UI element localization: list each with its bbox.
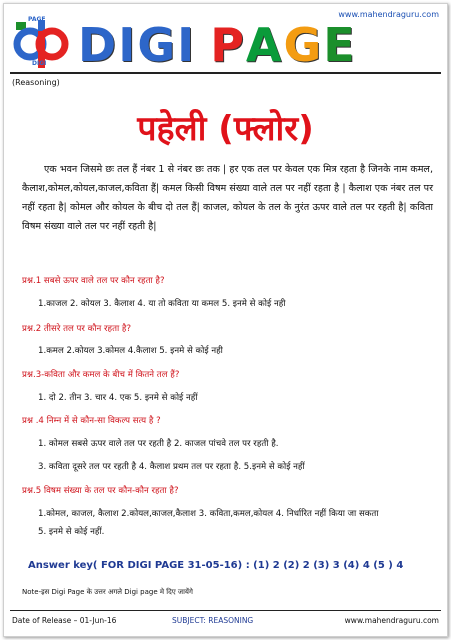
question-1-options: 1.काजल 2. कोयल 3. कैलाश 4. या तो कविता या कमल 5. इनमे से कोई नही bbox=[38, 299, 286, 309]
logo-label-top: PAGE bbox=[28, 16, 46, 23]
question-4-option-line-1: 1. कोमल सबसे ऊपर वाले तल पर रहती है 2. काजल पांचवे तल पर रहती है. bbox=[38, 439, 279, 449]
question-4-option-line-2: 3. कविता दूसरे तल पर रहती है 4. कैलाश प्रथम तल पर रहता है. 5.इनमे से कोई नहीं bbox=[38, 462, 305, 472]
digi-page-banner bbox=[78, 18, 355, 72]
question-5-option-line-1: 1.कोमल, काजल, कैलाश 2.कोयल,काजल,कैलाश 3. कविता,कमल,कोयल 4. निर्धारित नहीं किया जा सकता bbox=[38, 509, 379, 519]
banner-letter: E bbox=[323, 18, 355, 72]
banner-letter: D bbox=[78, 18, 117, 72]
logo-label-bottom: DIGI bbox=[32, 60, 47, 67]
question-5: प्रश्न.5 विषम संख्या के तल पर कौन-कौन रहता है? bbox=[22, 486, 179, 496]
footer-divider bbox=[10, 610, 441, 611]
header-divider bbox=[10, 72, 441, 74]
banner-letter: G bbox=[283, 18, 322, 72]
subject-label: SUBJECT: REASONING bbox=[172, 616, 254, 625]
question-5-option-line-2: 5. इनमे से कोई नहीं. bbox=[38, 527, 105, 537]
answer-note: Note-इस Digi Page के उत्तर अगले Digi page मे दिए जायेंगे bbox=[22, 588, 193, 596]
page-title: पहेली (फ्लोर) bbox=[137, 109, 314, 149]
answer-key: Answer key( FOR DIGI PAGE 31-05-16) : (1) 2 (2) 2 (3) 3 (4) 4 (5 ) 4 bbox=[28, 560, 404, 571]
question-1: प्रश्न.1 सबसे ऊपर वाले तल पर कौन रहता है? bbox=[22, 276, 165, 286]
question-3-options: 1. दो 2. तीन 3. चार 4. एक 5. इनमे से कोई नहीं bbox=[38, 393, 198, 403]
question-2: प्रश्न.2 तीसरे तल पर कौन रहता है? bbox=[22, 324, 132, 334]
footer-website[interactable]: www.mahendraguru.com bbox=[344, 616, 439, 625]
header-website[interactable]: www.mahendraguru.com bbox=[338, 10, 439, 19]
section-tag: (Reasoning) bbox=[12, 78, 60, 87]
banner-letter: P bbox=[210, 18, 244, 72]
question-4: प्रश्न .4 निम्न में से कौन-सा विकल्प सत्य है ? bbox=[22, 416, 161, 426]
banner-letter: A bbox=[245, 18, 282, 72]
banner-letter: I bbox=[118, 18, 136, 72]
digi-page-sheet bbox=[3, 3, 448, 637]
banner-letter: I bbox=[177, 18, 195, 72]
question-3: प्रश्न.3-कविता और कमल के बीच में कितने तल हैं? bbox=[22, 370, 180, 380]
question-2-options: 1.कमल 2.कोयल 3.कोमल 4.कैलाश 5. इनमे से कोई नही bbox=[38, 346, 223, 356]
release-date: Date of Release – 01-Jun-16 bbox=[12, 616, 117, 625]
banner-letter: G bbox=[137, 18, 176, 72]
puzzle-passage: एक भवन जिसमे छः तल हैं नंबर 1 से नंबर छः तक | हर एक तल पर केवल एक मित्र रहता है जिनके नाम कमल, कैलाश,कोमल,कोयल,काजल,कविता हैं| कमल किसी विषम संख्या वाले तल पर नहीं रहता है | कैलाश एक नंबर तल पर नहीं रहता है| कोमल और कोयल के बीच दो तल हैं| काजल, कोयल के तल के नुरंत ऊपर वाले तल पर रहती है| कविता विषम संख्या वाले तल पर नहीं रहती है| bbox=[22, 164, 433, 232]
digi-page-logo bbox=[12, 16, 70, 68]
